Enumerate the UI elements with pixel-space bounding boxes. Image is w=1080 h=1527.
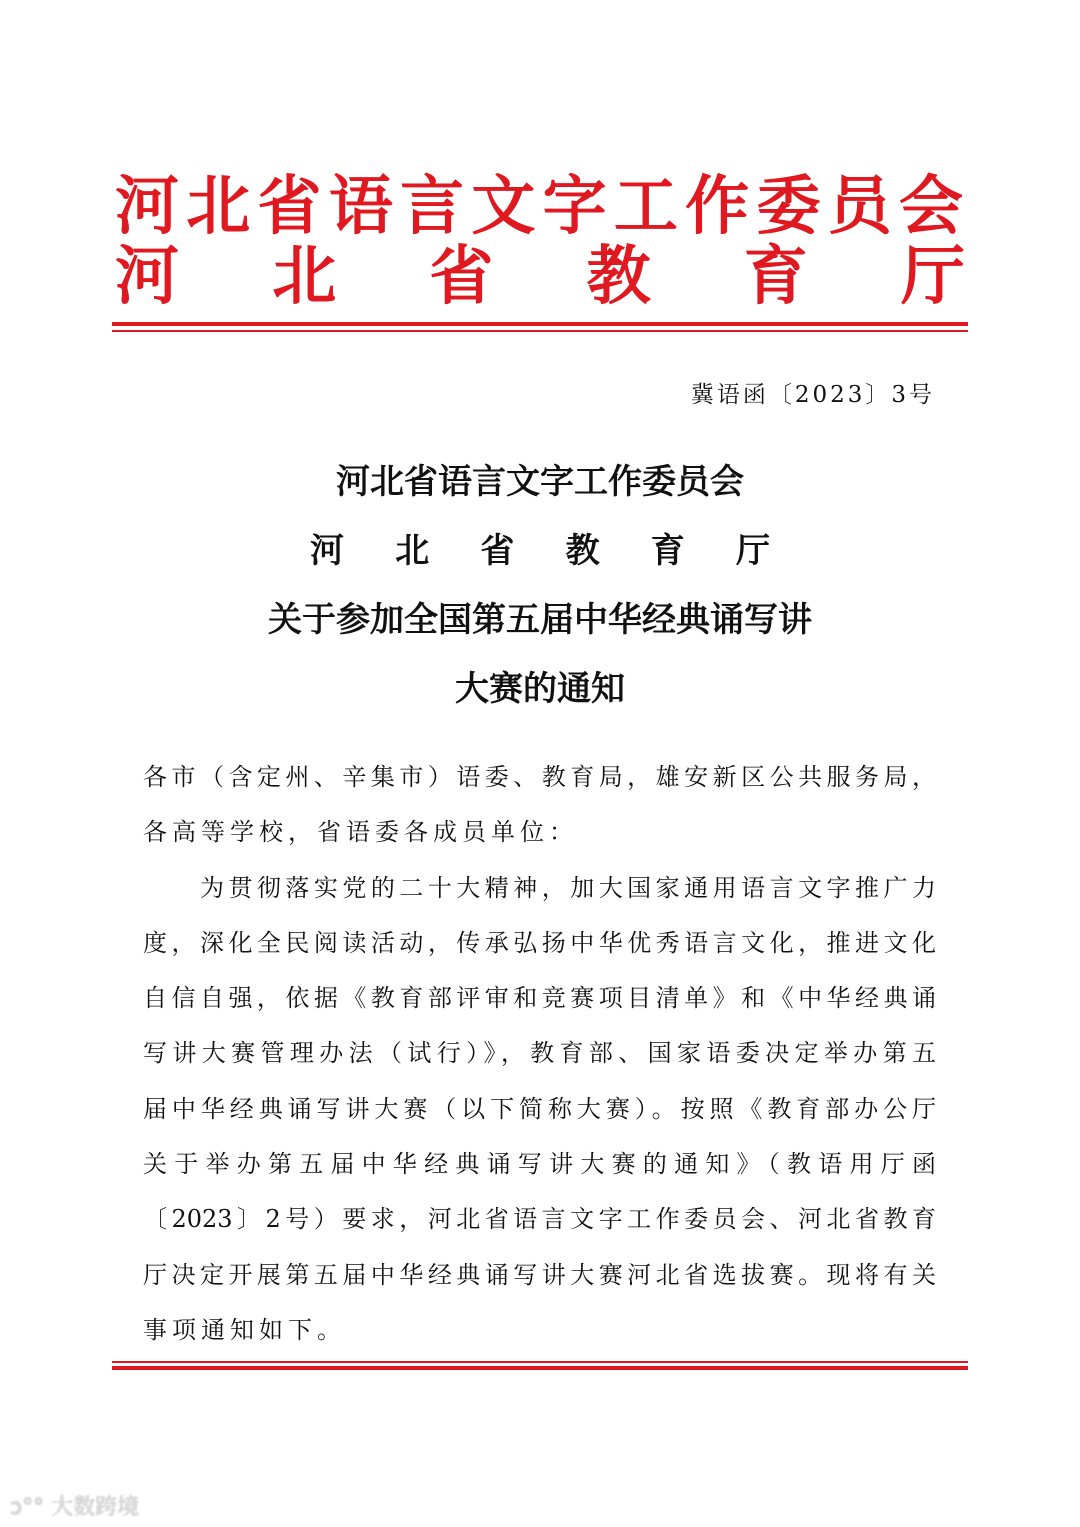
title-line-4: 大赛的通知 (455, 669, 625, 709)
letterhead-line-2: 河 北 省 教 育 厅 (115, 239, 965, 314)
footer-rule-thick (112, 1366, 968, 1370)
title-line-1: 河北省语言文字工作委员会 (336, 462, 744, 502)
document-number: 冀语函〔2023〕3号 (690, 382, 935, 408)
body-line: 度，深化全民阅读活动，传承弘扬中华优秀语言文化，推进文化 (143, 928, 936, 957)
body-line: 关于举办第五届中华经典诵写讲大赛的通知》（教语用厅函 (143, 1150, 936, 1179)
body-line: 为贯彻落实党的二十大精神，加大国家通用语言文字推广力 (143, 873, 936, 902)
watermark (10, 1490, 139, 1521)
watermark-logo-icon: ↄ°° (10, 1495, 45, 1520)
watermark-text: 大数跨境 (51, 1495, 140, 1520)
body-line: 写讲大赛管理办法（试行）》，教育部、国家语委决定举办第五 (143, 1039, 936, 1068)
body-line: 事项通知如下。 (143, 1315, 346, 1344)
letterhead-rule-thin (112, 330, 968, 332)
body-line: 各市（含定州、辛集市）语委、教育局，雄安新区公共服务局， (143, 763, 936, 791)
letterhead-rule-thick (112, 322, 968, 326)
body-line: 届中华经典诵写讲大赛（以下简称大赛）。按照《教育部办公厅 (143, 1094, 936, 1123)
body-line: 〔2023〕2号）要求，河北省语言文字工作委员会、河北省教育 (143, 1205, 936, 1234)
body-text (143, 752, 936, 1360)
footer-rule-thin (112, 1361, 968, 1363)
letterhead-line-1: 河北省语言文字工作委员会 (115, 169, 965, 244)
body-line: 各高等学校，省语委各成员单位： (143, 818, 578, 847)
title-line-2: 河 北 省 教 育 厅 (310, 531, 770, 571)
body-line: 自信自强，依据《教育部评审和竞赛项目清单》和《中华经典诵 (143, 984, 936, 1013)
title-line-3: 关于参加全国第五届中华经典诵写讲 (268, 600, 812, 640)
body-line: 厅决定开展第五届中华经典诵写讲大赛河北省选拔赛。现将有关 (143, 1260, 936, 1289)
